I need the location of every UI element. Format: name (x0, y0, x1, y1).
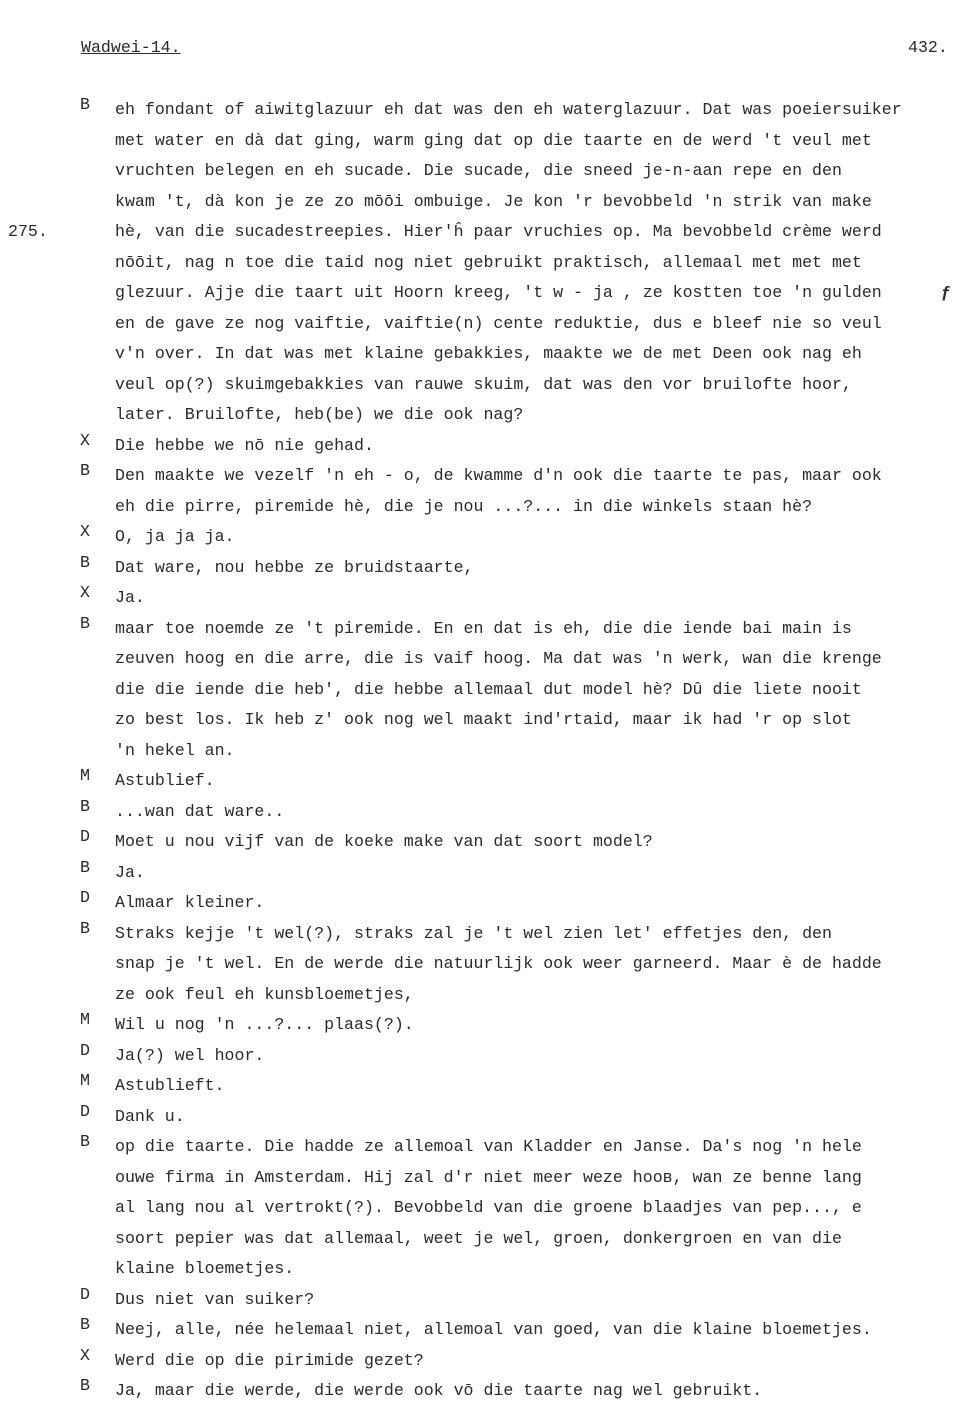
transcript-turn (0, 858, 973, 889)
transcript-turn (0, 553, 973, 584)
transcript-line: O, ja ja ja. (115, 527, 235, 546)
transcript-line: Dus niet van suiker? (115, 1289, 315, 1309)
transcript-turn (0, 461, 973, 522)
speaker-label: M (80, 1010, 90, 1029)
transcript-line: Ja. (115, 862, 145, 882)
transcript-line: kwam 't, dà kon je ze zo mōōi ombuige. Je kon 'r bevobbeld 'n strik van make (115, 191, 872, 211)
transcript-line: al lang nou al vertrokt(?). Bevobbeld van die groene blaadjes van pep..., e (115, 1198, 862, 1217)
transcript-line: Werd die op die pirimide gezet? (115, 1350, 424, 1370)
transcript-turn (0, 1376, 973, 1407)
transcript-line: later. Bruilofte, heb(be) we die ook nag? (115, 405, 524, 424)
transcript-line: en de gave ze nog vaiftie, vaiftie(n) cente reduktie, dus e bleef nie so veul (115, 313, 882, 333)
speaker-label: D (80, 827, 90, 846)
transcript-line: Ja(?) wel hoor. (115, 1045, 265, 1065)
transcript-line: nōōit, nag n toe die taid nog niet gebruikt praktisch, allemaal met met met (115, 252, 862, 272)
transcript-turn (0, 614, 973, 767)
transcript-line: zo best los. Ik heb z' ook nog wel maakt ind'rtaid, maar ik had 'r op slot (115, 710, 852, 729)
speaker-label: D (80, 888, 90, 907)
transcript-line: op die taarte. Die hadde ze allemoal van Kladder en Janse. Da's nog 'n hele (115, 1137, 862, 1156)
transcript-line: Moet u nou vijf van de koeke make van dat soort model? (115, 832, 653, 851)
speaker-label: B (80, 1315, 90, 1334)
transcript-line: klaine bloemetjes. (115, 1259, 295, 1278)
speaker-label: B (80, 95, 90, 114)
transcript-turn (0, 1010, 973, 1041)
transcript-turn (0, 1132, 973, 1285)
transcript-turn (0, 1102, 973, 1133)
transcript-line: Ja. (115, 588, 145, 607)
transcript-line: ze ook feul eh kunsbloemetjes, (115, 984, 414, 1004)
transcript-turn (0, 1071, 973, 1102)
transcript-turn (0, 1285, 973, 1316)
transcript-turn (0, 827, 973, 858)
transcript-line: zeuven hoog en die arre, die is vaif hoog. Ma dat was 'n werk, wan die krenge (115, 649, 882, 668)
speaker-label: X (80, 430, 90, 450)
transcript-turn (0, 1346, 973, 1377)
document-code: Wadwei-14. (81, 38, 181, 57)
transcript-turn (0, 1041, 973, 1072)
transcript-turn (0, 583, 973, 614)
speaker-label: M (80, 1071, 90, 1090)
transcript-line: Astublief. (115, 771, 215, 790)
transcript-turn (0, 766, 973, 797)
speaker-label: B (80, 796, 90, 816)
transcript-line: snap je 't wel. En de werde die natuurlijk ook weer garneerd. Maar è de hadde (115, 954, 882, 973)
transcript-line: Astublieft. (115, 1076, 225, 1095)
transcript-line: 'n hekel an. (115, 740, 235, 760)
speaker-label: B (80, 461, 90, 480)
transcript-line: Neej, alle, née helemaal niet, allemoal van goed, van die klaine bloemetjes. (115, 1320, 872, 1339)
speaker-label: X (80, 583, 90, 602)
speaker-label: B (80, 1132, 90, 1151)
transcript-line: soort pepier was dat allemaal, weet je wel, groen, donkergroen en van die (115, 1228, 842, 1248)
transcript-turn (0, 1315, 973, 1346)
speaker-label: B (80, 918, 90, 938)
transcript-line: Wil u nog 'n ...?... plaas(?). (115, 1015, 414, 1034)
speaker-label: B (80, 1376, 90, 1395)
transcript-line: hè, van die sucadestreepies. Hier'ĥ paar vruchies op. Ma bevobbeld crème werd (115, 222, 882, 241)
speaker-label: D (80, 1284, 90, 1304)
transcript-line: ouwe firma in Amsterdam. Hij zal d'r niet meer weze hooʙ, wan ze benne lang (115, 1167, 862, 1187)
transcript-turn (0, 888, 973, 919)
transcript-line: vruchten belegen en eh sucade. Die sucade, die sneed je-n-aan repe en den (115, 161, 842, 180)
speaker-label: B (80, 857, 90, 877)
transcript-line: eh die pirre, piremide hè, die je nou ...?... in die winkels staan hè? (115, 496, 813, 516)
speaker-label: M (80, 766, 90, 785)
transcript-body (0, 95, 973, 1407)
speaker-label: X (80, 522, 90, 541)
margin-mark: ƒ (941, 283, 951, 302)
transcript-line: Dank u. (115, 1106, 185, 1126)
transcript-line: ...wan dat ware.. (115, 801, 285, 821)
transcript-line: maar toe noemde ze 't piremide. En en dat is eh, die die iende bai main is (115, 618, 852, 638)
transcript-line: met water en dà dat ging, warm ging dat op die taarte en de werd 't veul met (115, 130, 872, 150)
transcript-line: Ja, maar die werde, die werde ook vō die taarte nag wel gebruikt. (115, 1381, 763, 1400)
transcript-turn (0, 797, 973, 828)
transcript-line: eh fondant of aiwitglazuur eh dat was den eh waterglazuur. Dat was poeiersuiker (115, 100, 902, 119)
speaker-label: B (80, 613, 90, 633)
speaker-label: B (80, 552, 90, 572)
speaker-label: D (80, 1040, 90, 1060)
transcript-line: Die hebbe we nō nie gehad. (115, 435, 374, 455)
speaker-label: X (80, 1345, 90, 1365)
transcript-line: Den maakte we vezelf 'n eh - o, de kwamme d'n ook die taarte te pas, maar ook (115, 466, 882, 485)
transcript-turn (0, 95, 973, 431)
transcript-turn (0, 522, 973, 553)
transcript-line: die die iende die heb', die hebbe allemaal dut model hè? Dû die liete nooit (115, 679, 862, 699)
transcript-line: Dat ware, nou hebbe ze bruidstaarte, (115, 557, 474, 577)
margin-line-number: 275. (8, 222, 48, 241)
speaker-label: D (80, 1101, 90, 1121)
transcript-turn (0, 431, 973, 462)
transcript-line: glezuur. Ajje die taart uit Hoorn kreeg, 't w - ja , ze kostten toe 'n gulden (115, 283, 882, 302)
transcript-turn (0, 919, 973, 1011)
transcript-line: Almaar kleiner. (115, 893, 265, 912)
transcript-line: veul op(?) skuimgebakkies van rauwe skuim, dat was den vor bruilofte hoor, (115, 374, 852, 394)
transcript-line: Straks kejje 't wel(?), straks zal je 't wel zien let' effetjes den, den (115, 923, 832, 943)
page-number: 432. (908, 38, 948, 57)
transcript-line: v'n over. In dat was met klaine gebakkies, maakte we de met Deen ook nag eh (115, 344, 862, 363)
